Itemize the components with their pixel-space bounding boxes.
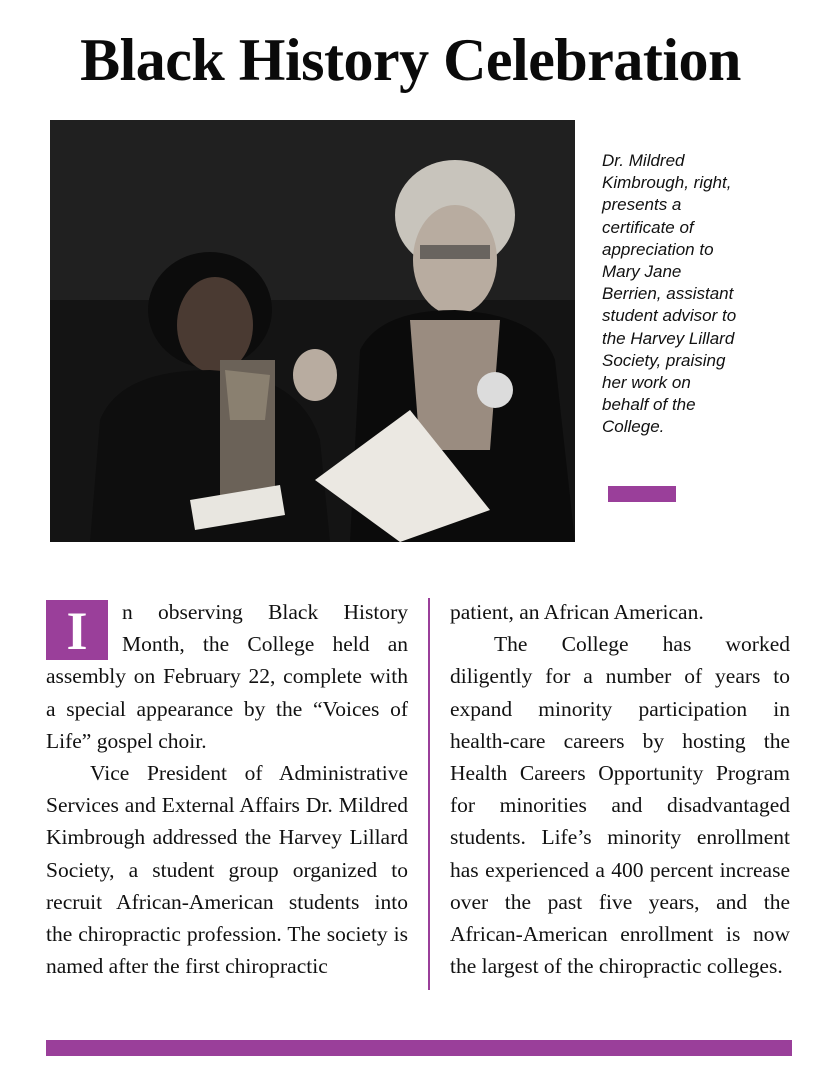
photo-caption: Dr. Mildred Kimbrough, right, presents a certificate of appreciation to Mary Jane Berrien, assistant student advisor to the Harvey Lillard Society, praising her work on behalf of the College. xyxy=(602,151,737,437)
article-paragraph-4: The College has worked diligently for a number of years to expand minority participation in health-care careers by hosting the Health Careers Opportunity Program for minorities and disadvantaged students. Life’s minority enrollment has experienced a 400 percent increase over the past five years, and the African-American enrollment is now the largest of the chiropractic colleges. xyxy=(450,632,790,979)
article-paragraph-1 xyxy=(46,596,408,757)
article-paragraph-1-text: n observing Black History Month, the College held an assembly on February 22, complete with a special appearance by the “Voices of Life” gospel choir. xyxy=(46,600,408,753)
column-divider xyxy=(428,598,430,990)
caption-accent-bar xyxy=(608,486,676,502)
article-paragraph-2: Vice President of Administrative Services and External Affairs Dr. Mildred Kimbrough addressed the Harvey Lillard Society, a student group organized to recruit African-American students into the chiropractic profession. The society is named after the first chiropractic xyxy=(46,761,408,979)
bottom-accent-bar xyxy=(46,1040,792,1056)
article-column-right xyxy=(450,596,790,982)
article-column-left xyxy=(46,596,408,982)
drop-cap: I xyxy=(46,600,108,660)
photo-illustration xyxy=(50,120,575,542)
page-title: Black History Celebration xyxy=(80,27,741,93)
article-paragraph-3: patient, an African American. xyxy=(450,600,704,624)
photo xyxy=(50,120,575,542)
